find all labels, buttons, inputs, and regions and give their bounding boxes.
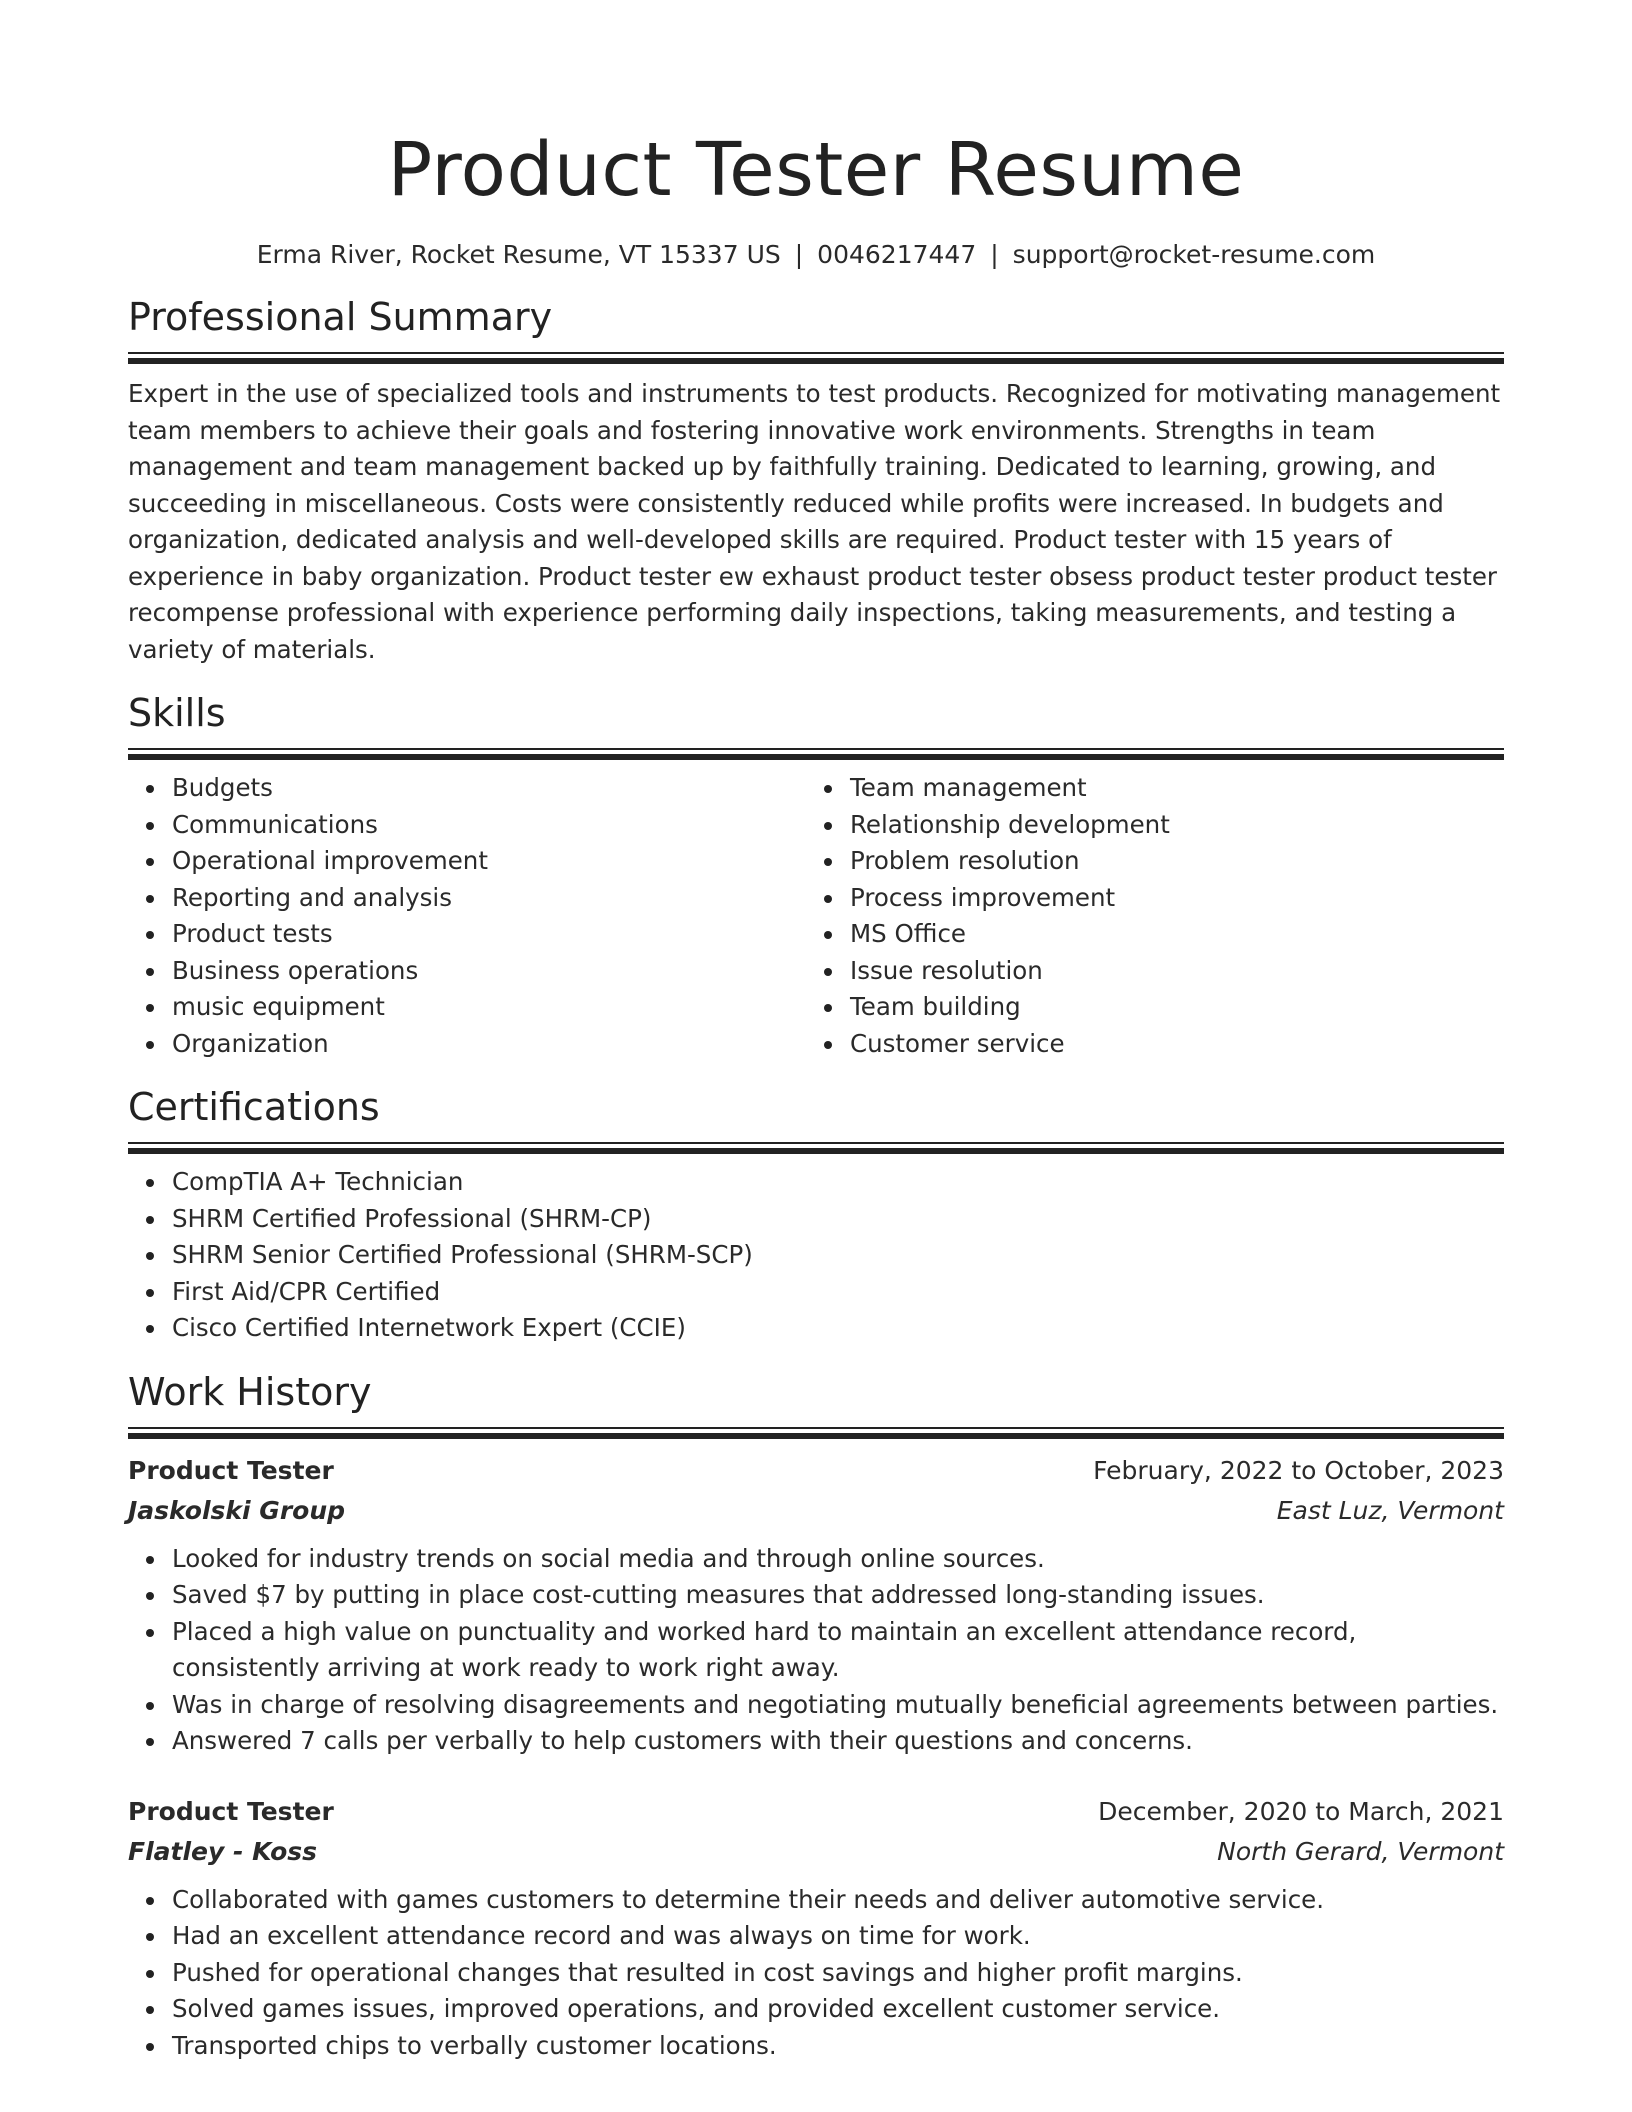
certifications-list: [128, 1164, 1504, 1347]
certification-item: SHRM Certified Professional (SHRM-CP): [172, 1201, 1504, 1238]
certifications-section: [128, 1082, 1504, 1347]
job-entry: [128, 1792, 1504, 2065]
skill-item: Operational improvement: [172, 843, 806, 880]
summary-heading: Professional Summary: [128, 295, 553, 339]
job-bullet: Was in charge of resolving disagreements and negotiating mutually beneficial agreements between parties.: [172, 1687, 1504, 1724]
job-dates: December, 2020 to March, 2021: [1098, 1796, 1504, 1826]
certification-item: CompTIA A+ Technician: [172, 1164, 1504, 1201]
job-company-row: [128, 1832, 1504, 1872]
job-bullet: Pushed for operational changes that resulted in cost savings and higher profit margins.: [172, 1955, 1504, 1992]
certification-item: SHRM Senior Certified Professional (SHRM-SCP): [172, 1237, 1504, 1274]
skill-item: Reporting and analysis: [172, 880, 806, 917]
contact-separator: |: [794, 240, 804, 269]
section-divider: [128, 1427, 1504, 1433]
job-company: Jaskolski Group: [128, 1495, 346, 1525]
skill-item: Team management: [850, 770, 1504, 807]
job-bullet: Collaborated with games customers to determine their needs and deliver automotive service.: [172, 1882, 1504, 1919]
skill-item: Product tests: [172, 916, 806, 953]
section-divider: [128, 1142, 1504, 1148]
skill-item: Communications: [172, 807, 806, 844]
job-bullet: Answered 7 calls per verbally to help customers with their questions and concerns.: [172, 1723, 1504, 1760]
job-entry: [128, 1451, 1504, 1760]
summary-section: [128, 292, 1504, 668]
skill-item: Relationship development: [850, 807, 1504, 844]
job-bullet-list: [128, 1882, 1504, 2065]
skill-item: Issue resolution: [850, 953, 1504, 990]
work-history-section: [128, 1367, 1504, 2065]
job-bullet: Placed a high value on punctuality and worked hard to maintain an excellent attendance record, consistently arriving at work ready to work right away.: [172, 1614, 1504, 1687]
job-company-row: [128, 1491, 1504, 1531]
skills-right-list: [806, 770, 1504, 1062]
job-location: North Gerard, Vermont: [1217, 1836, 1504, 1866]
skill-item: Organization: [172, 1026, 806, 1063]
skill-item: Business operations: [172, 953, 806, 990]
contact-phone: 0046217447: [817, 240, 977, 269]
job-location: East Luz, Vermont: [1276, 1495, 1504, 1525]
job-bullet: Saved $7 by putting in place cost-cutting measures that addressed long-standing issues.: [172, 1577, 1504, 1614]
job-bullet: Had an excellent attendance record and was always on time for work.: [172, 1918, 1504, 1955]
contact-line: [128, 238, 1504, 272]
skill-item: Budgets: [172, 770, 806, 807]
job-title: Product Tester: [128, 1796, 334, 1826]
contact-address: Erma River, Rocket Resume, VT 15337 US: [256, 240, 781, 269]
resume-page: [128, 0, 1504, 2064]
skill-item: music equipment: [172, 989, 806, 1026]
section-divider: [128, 748, 1504, 754]
resume-title: Product Tester Resume: [387, 127, 1245, 213]
certification-item: First Aid/CPR Certified: [172, 1274, 1504, 1311]
job-bullet: Transported chips to verbally customer locations.: [172, 2028, 1504, 2065]
certifications-heading: Certifications: [128, 1085, 380, 1129]
contact-email: support@rocket-resume.com: [1012, 240, 1376, 269]
job-header-row: [128, 1451, 1504, 1491]
skills-section: [128, 688, 1504, 1062]
summary-text: Expert in the use of specialized tools and instruments to test products. Recognized for motivating management team members to achieve their goals and fostering innovative work environments. Strengths in team management and team management backed up by faithfully training. Dedicated to learning, growing, and succeeding in miscellaneous. Costs were consistently reduced while profits were increased. In budgets and organization, dedicated analysis and well-developed skills are required. Product tester with 15 years of experience in baby organization. Product tester ew exhaust product tester obsess product tester product tester recompense professional with experience performing daily inspections, taking measurements, and testing a variety of materials.: [128, 379, 1501, 664]
skill-item: Customer service: [850, 1026, 1504, 1063]
skill-item: Team building: [850, 989, 1504, 1026]
skill-item: MS Office: [850, 916, 1504, 953]
skills-heading: Skills: [128, 691, 226, 735]
job-bullet: Solved games issues, improved operations, and provided excellent customer service.: [172, 1991, 1504, 2028]
skill-item: Process improvement: [850, 880, 1504, 917]
job-title: Product Tester: [128, 1455, 334, 1485]
section-divider: [128, 352, 1504, 358]
job-bullet-list: [128, 1541, 1504, 1760]
job-dates: February, 2022 to October, 2023: [1093, 1455, 1504, 1485]
skills-left-list: [128, 770, 806, 1062]
work-history-heading: Work History: [128, 1369, 372, 1414]
certification-item: Cisco Certified Internetwork Expert (CCIE): [172, 1310, 1504, 1347]
contact-separator: |: [990, 240, 999, 269]
job-company: Flatley - Koss: [128, 1836, 318, 1866]
job-header-row: [128, 1792, 1504, 1832]
job-bullet: Looked for industry trends on social media and through online sources.: [172, 1541, 1504, 1578]
skill-item: Problem resolution: [850, 843, 1504, 880]
skills-grid: [128, 770, 1504, 1062]
